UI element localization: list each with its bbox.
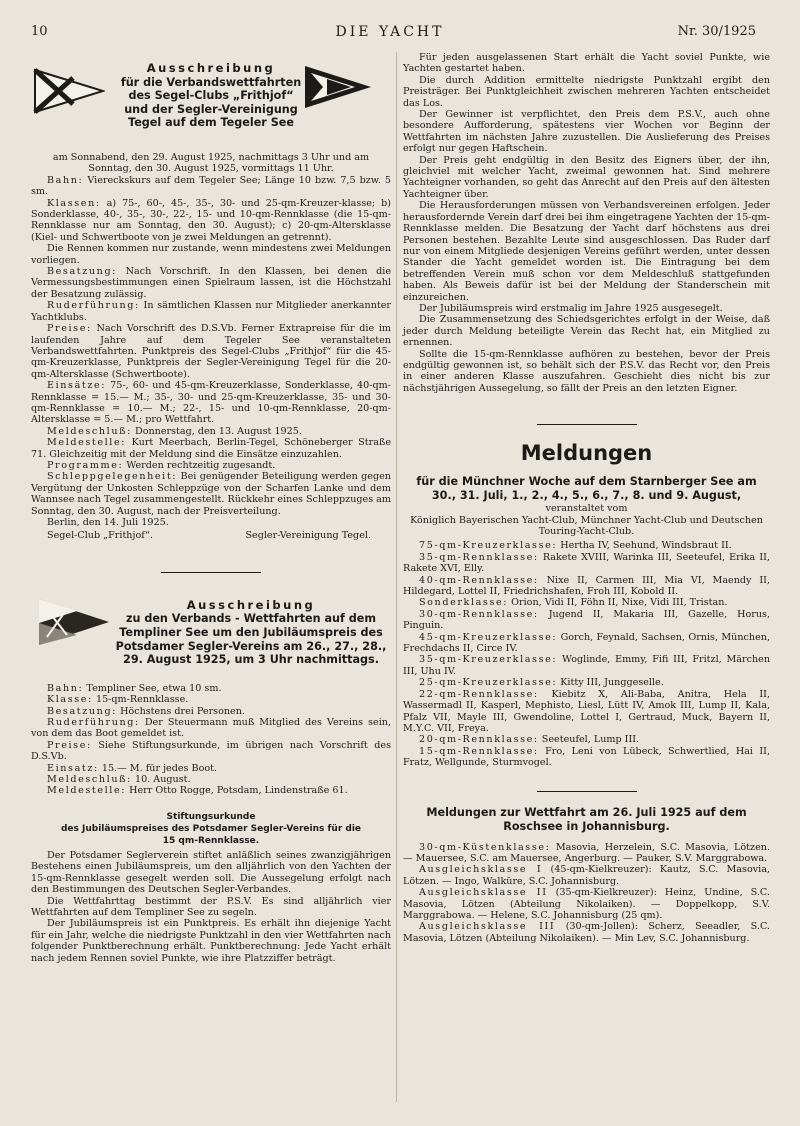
- meldungen-organizer-intro: veranstaltet vom: [545, 503, 628, 515]
- class-label: 35-qm-Kreuzerklasse:: [419, 654, 558, 666]
- class-boats: Fro, Leni von Lübeck, Schwertlied, Hai II, Fratz, Wellgunde, Sturmvogel.: [403, 745, 770, 769]
- announcement-1-heading: [31, 52, 391, 152]
- field-text: Kurt Meerbach, Berlin-Tegel, Schöneberger Straße 71. Gleichzeitig mit der Meldung sind die Einsätze einzuzahlen.: [31, 437, 391, 460]
- class-label: Ausgleichsklasse II: [419, 887, 548, 899]
- announcement-1-kicker: Ausschreibung: [146, 61, 276, 75]
- list-item: [403, 689, 770, 735]
- meldungen-organizer: Königlich Bayerischen Yacht-Club, Münchner Yacht-Club und Deutschen Touring-Yacht-Club.: [410, 514, 763, 537]
- class-boats: Rakete XVIII, Warinka III, Seeteufel, Erika II, Rakete XVI, Elly.: [403, 551, 770, 575]
- list-item: [403, 654, 770, 677]
- list-item: [403, 734, 770, 745]
- field-label: Einsatz:: [47, 762, 99, 774]
- announcement-2-heading: [31, 589, 391, 683]
- field-text: 10. August.: [131, 774, 191, 786]
- signature-tegel: Segler-Vereinigung Tegel.: [245, 530, 371, 542]
- class-label: Ausgleichsklasse III: [419, 921, 556, 933]
- announcement-2-title-line: Potsdamer Segler-Vereins am 26., 27., 28.,: [115, 639, 387, 653]
- field-text: a) 75-, 60-, 45-, 35-, 30- und 25-qm-Kreuzer-klasse; b) Sonderklasse, 40-, 35-, 30-, 22-, 15- und 10-qm-Rennklasse (die 15-qm-Rennklasse nur am Sonntag, den 30. August); c) 20-qm-Altersklasse (Kiel- und Schwertboote von je zwei Meldungen an getrennt).: [31, 197, 391, 243]
- field-label: Ruderführung:: [47, 717, 140, 729]
- certificate-title-line: Stiftungsurkunde: [166, 811, 256, 822]
- field-label: Ruderführung:: [47, 300, 140, 312]
- list-item: [403, 552, 770, 575]
- class-label: 20-qm-Rennklasse:: [419, 734, 539, 746]
- class-boats: Gorch, Feynald, Sachsen, Ornis, München, Frechdachs II, Circe IV.: [403, 631, 770, 655]
- certificate-paragraph: Der Potsdamer Seglerverein stiftet anläßlich seines zwanzigjährigen Bestehens einen Jubiläumspreis, um den alljährlich von den Yachten der 15-qm-Rennklasse gesegelt werden soll. Die Aussegelung erfolgt nach den Bestimmungen des Deutschen Segler-Verbandes.: [31, 849, 391, 896]
- class-boats: Orion, Vidi II, Föhn II, Nixe, Vidi III, Tristan.: [508, 597, 728, 609]
- field-label: Bahn:: [47, 174, 84, 186]
- class-boats: Woglinde, Emmy, Fifi III, Fritzl, Märchen III, Uhu IV.: [403, 654, 770, 677]
- issue-number: Nr. 30/1925: [677, 24, 756, 39]
- roschsee-title-line: Meldungen zur Wettfahrt am 26. Juli 1925 auf dem: [426, 805, 747, 819]
- field-label: Einsätze:: [47, 380, 107, 392]
- certificate-heading: [31, 811, 391, 847]
- class-label: 22-qm-Rennklasse:: [419, 688, 539, 700]
- class-label: 35-qm-Rennklasse:: [419, 551, 539, 563]
- journal-title: DIE YACHT: [335, 24, 445, 40]
- announcement-1-title-line: des Segel-Clubs „Frithjof“: [128, 89, 294, 103]
- field-text: Viereckskurs auf dem Tegeler See; Länge 10 bzw. 7,5 bzw. 5 sm.: [31, 174, 391, 198]
- list-item: [403, 842, 770, 865]
- field-text: Nach Vorschrift. In den Klassen, bei denen die Vermessungsbestimmungen einen Spielraum lassen, ist die Höchstzahl der Besatzung zulässig.: [31, 266, 391, 300]
- rules-paragraph: Der Preis geht endgültig in den Besitz des Eigners über, der ihn, gleichviel mit welcher Yacht, zweimal gewonnen hat. Sind mehrere Yachteigner vorhanden, so geht das Anrecht auf den Preis auf den ältesten Yachteigner über.: [403, 154, 770, 200]
- list-item: [403, 746, 770, 769]
- field-text: Siehe Stiftungsurkunde, im übrigen nach Vorschrift des D.S.Vb.: [31, 739, 391, 763]
- section-divider: [537, 424, 637, 425]
- rules-paragraph: Sollte die 15-qm-Rennklasse aufhören zu bestehen, bevor der Preis endgültig gewonnen ist, so behält sich der P.S.V. das Recht vor, den Preis in einer anderen Klasse auszufahren. Geschieht dies nicht bis zur nächstjährigen Aussegelung, so fällt der Preis an den letzten Eigner.: [403, 348, 770, 394]
- class-label: 45-qm-Kreuzerklasse:: [419, 631, 558, 643]
- class-boats: Jugend II, Makaria III, Gazelle, Horus, Pinguin.: [403, 608, 770, 632]
- field-label: Besatzung:: [47, 266, 118, 278]
- field-text: 15.— M. für jedes Boot.: [98, 762, 218, 774]
- field-text: Nach Vorschrift des D.S.Vb. Ferner Extrapreise für die im laufenden Jahre auf dem Tegeler See veranstalteten Verbandswettfahrten. Punktpreis des Segel-Clubs „Frithjof“ für die 45-qm-Kreuzerklasse, Punktpreis der Segler-Vereinigung Tegel für die 20-qm-Altersklasse (Schwertboote).: [31, 323, 391, 380]
- class-boats: Seeteufel, Lump III.: [538, 734, 640, 746]
- field-label: Preise:: [47, 323, 92, 335]
- roschsee-heading: [403, 806, 770, 834]
- meldungen-subtitle: [403, 475, 770, 503]
- list-item: [403, 887, 770, 921]
- rules-paragraph: Die durch Addition ermittelte niedrigste Punktzahl ergibt den Preisträger. Bei Punktgleichheit zwischen mehreren Yachten entscheidet das Los.: [403, 74, 770, 109]
- certificate-title-line: des Jubiläumspreises des Potsdamer Segler-Vereins für die: [60, 823, 362, 834]
- meldungen-subtitle-line: für die Münchner Woche auf dem Starnberger See am: [416, 475, 757, 489]
- field-label: Meldeschluß:: [47, 774, 132, 786]
- section-divider: [537, 791, 637, 792]
- class-label: 75-qm-Kreuzerklasse:: [419, 540, 558, 552]
- announcement-1-date: Berlin, den 14. Juli 1925.: [47, 517, 169, 528]
- field-text: 75-, 60- und 45-qm-Kreuzerklasse, Sonderklasse, 40-qm-Rennklasse = 15.— M.; 35-, 30- und 25-qm-Kreuzerklasse, 35- und 30-qm-Rennklasse = 10.— M.; 22-, 15- und 10-qm-Rennklasse, 20-qm-Altersklasse = 5.— M.; pro Wettfahrt.: [31, 380, 391, 426]
- field-text: Templiner See, etwa 10 sm.: [83, 682, 222, 694]
- signature-frithjof: Segel-Club „Frithjof“.: [47, 530, 153, 542]
- rules-paragraph: Für jeden ausgelassenen Start erhält die Yacht soviel Punkte, wie Yachten gestartet haben.: [403, 52, 770, 75]
- potsdam-burgee-icon: [37, 597, 111, 647]
- field-label: Klassen:: [47, 197, 101, 209]
- announcement-2-title-line: zu den Verbands - Wettfahrten auf dem: [125, 612, 377, 626]
- field-text: Bei genügender Beteiligung werden gegen Vergütung der Unkosten Schleppzüge von der Scharfen Lanke und dem Wannsee nach Tegel zusammengestellt. Rückkehr eines Schleppzuges am Sonntag, den 30. August, nach der Preisverteilung.: [31, 471, 391, 517]
- certificate-paragraph: Der Jubiläumspreis ist ein Punktpreis. Es erhält ihn diejenige Yacht für ein Jahr, welche die niedrigste Punktzahl in den vier Wettfahrten nach folgender Punktberechnung erhält. Punktberechnung: Jede Yacht erhält nach jedem Rennen soviel Punkte, wie ihre Platzziffer beträgt.: [31, 918, 391, 964]
- announcement-1-signatures: [31, 528, 391, 541]
- field-label: Bahn:: [47, 682, 84, 694]
- class-label: 25-qm-Kreuzerklasse:: [419, 677, 558, 689]
- field-label: Programme:: [47, 459, 124, 471]
- rules-paragraph: Der Jubiläumspreis wird erstmalig im Jahre 1925 ausgesegelt.: [419, 302, 723, 314]
- field-text: In sämtlichen Klassen nur Mitglieder anerkannter Yachtklubs.: [31, 300, 391, 323]
- field-label: Schleppgelegenheit:: [47, 471, 178, 483]
- meldungen-title: Meldungen: [520, 441, 653, 466]
- list-item: [403, 864, 770, 887]
- right-column: [403, 52, 770, 944]
- class-label: Ausgleichsklasse I: [419, 864, 543, 876]
- rules-paragraph: Die Herausforderungen müssen von Verbandsvereinen erfolgen. Jeder herausfordernde Verein darf drei bei ihm eingetragene Yachten der 15-qm-Rennklasse melden. Die Besatzung der Yacht darf höchstens aus drei Personen bestehen. Bezahlte Leute sind ausgeschlossen. Das Ruder darf nur von einem Mitgliede desjenigen Vereins geführt werden, unter dessen Stander die Yacht gemeldet worden ist. Die Eintragung bei dem betreffenden Verein muß schon vor dem Meldeschluß stattgefunden haben. Als Beweis dafür ist bei der Meldung der Standerschein mit einzureichen.: [403, 200, 770, 303]
- list-item: [403, 597, 770, 608]
- field-text: 15-qm-Rennklasse.: [92, 694, 189, 706]
- field-text: Höchstens drei Personen.: [117, 705, 245, 717]
- field-label: Meldestelle:: [47, 785, 127, 797]
- field-text: Werden rechtzeitig zugesandt.: [123, 459, 276, 471]
- list-item: [403, 921, 770, 944]
- class-boats: Hertha IV, Seehund, Windsbraut II.: [557, 540, 732, 552]
- class-boats: (30-qm-Jollen): Scherz, Seeadler, S.C. Masovia, Lötzen (Abteilung Nikolaiken). — Min Lev, S.C. Johannisburg.: [403, 921, 770, 944]
- certificate-title-line: 15 qm-Rennklasse.: [162, 835, 260, 846]
- field-label: Besatzung:: [47, 705, 118, 717]
- announcement-2-title-line: Templiner See um den Jubiläumspreis des: [119, 626, 383, 639]
- announcement-1-title-line: und der Segler-Vereinigung: [124, 102, 298, 116]
- class-boats: Nixe II, Carmen III, Mia VI, Maendy II, Hildegard, Lottel II, Friedrichshafen, Froh III, Kobold II.: [403, 574, 770, 598]
- class-label: 30-qm-Rennklasse:: [419, 608, 539, 620]
- field-label: Klasse:: [47, 694, 93, 706]
- list-item: [403, 632, 770, 655]
- field-label: Preise:: [47, 739, 92, 751]
- class-label: 40-qm-Rennklasse:: [419, 574, 539, 586]
- class-boats: Masovia, Herzelein, S.C. Masovia, Lötzen. — Mauersee, S.C. am Mauersee, Angerburg. — Pauker, S.V. Marggrabowa.: [403, 841, 770, 864]
- rules-paragraph: Die Zusammensetzung des Schiedsgerichtes erfolgt in der Weise, daß jeder durch Meldung beteiligte Verein das Recht hat, ein Mitglied zu ernennen.: [403, 314, 770, 349]
- announcement-2-title-line: 29. August 1925, um 3 Uhr nachmittags.: [123, 653, 379, 667]
- announcement-1-title-line: für die Verbandswettfahrten: [120, 75, 302, 89]
- field-text: Herr Otto Rogge, Potsdam, Lindenstraße 61.: [126, 785, 348, 797]
- list-item: [403, 540, 770, 551]
- field-text: Der Steuermann muß Mitglied des Vereins sein, von dem das Boot gemeldet ist.: [31, 717, 391, 740]
- announcement-2-kicker: Ausschreibung: [186, 597, 316, 612]
- field-label: Meldestelle:: [47, 437, 127, 449]
- left-column: [31, 52, 391, 964]
- certificate-paragraph: Die Wettfahrttag bestimmt der P.S.V. Es sind alljährlich vier Wettfahrten auf dem Templiner See zu segeln.: [31, 895, 391, 918]
- section-divider: [161, 572, 261, 573]
- class-boats: Kitty III, Junggeselle.: [557, 677, 664, 689]
- roschsee-title-line: Roschsee in Johannisburg.: [503, 819, 670, 833]
- class-label: 15-qm-Rennklasse:: [419, 745, 539, 757]
- field-text: Donnerstag, den 13. August 1925.: [131, 425, 302, 437]
- rules-paragraph: Der Gewinner ist verpflichtet, den Preis dem P.S.V., auch ohne besondere Aufforderung, spätestens vier Wochen vor Beginn der Wettfahrten im nächsten Jahre zuzustellen. Die Auslieferung des Preises erfolgt nur gegen Haftschein.: [403, 109, 770, 155]
- list-item: [403, 609, 770, 632]
- announcement-1-title-line: Tegel auf dem Tegeler See: [128, 116, 294, 130]
- list-item: [403, 575, 770, 598]
- announcement-1-intro: am Sonnabend, den 29. August 1925, nachmittags 3 Uhr und am Sonntag, den 30. August 1925, vormittags 11 Uhr.: [52, 152, 370, 175]
- field-text: Die Rennen kommen nur zustande, wenn mindestens zwei Meldungen vorliegen.: [31, 243, 391, 266]
- page-number: 10: [31, 24, 48, 39]
- class-boats: Kiebitz X, Ali-Baba, Anitra, Hela II, Wassermadl II, Kasperl, Mephisto, Liesl, Lütt IV, Amok III, Lump II, Kala, Pfalz VII, Mayle III, Gwendoline, Lottel I, Gertraud, Muck, Bayern II, M.Y.C. VII, Freya.: [403, 688, 770, 734]
- class-label: Sonderklasse:: [419, 597, 509, 609]
- class-label: 30-qm-Küstenklasse:: [419, 841, 551, 853]
- class-boats: (35-qm-Kielkreuzer): Heinz, Undine, S.C. Masovia, Lötzen (Abteilung Nikolaiken). — Doppelkopp, S.V. Marggrabowa. — Helene, S.C. Johannisburg (25 qm).: [403, 887, 770, 921]
- column-divider: [396, 52, 397, 1102]
- class-boats: (45-qm-Kielkreuzer): Kautz, S.C. Masovia, Lötzen. — Ingo, Walküre, S.C. Johannisburg.: [403, 864, 770, 887]
- meldungen-subtitle-line: 30., 31. Juli, 1., 2., 4., 5., 6., 7., 8. und 9. August,: [431, 489, 742, 503]
- list-item: [403, 677, 770, 688]
- field-label: Meldeschluß:: [47, 425, 132, 437]
